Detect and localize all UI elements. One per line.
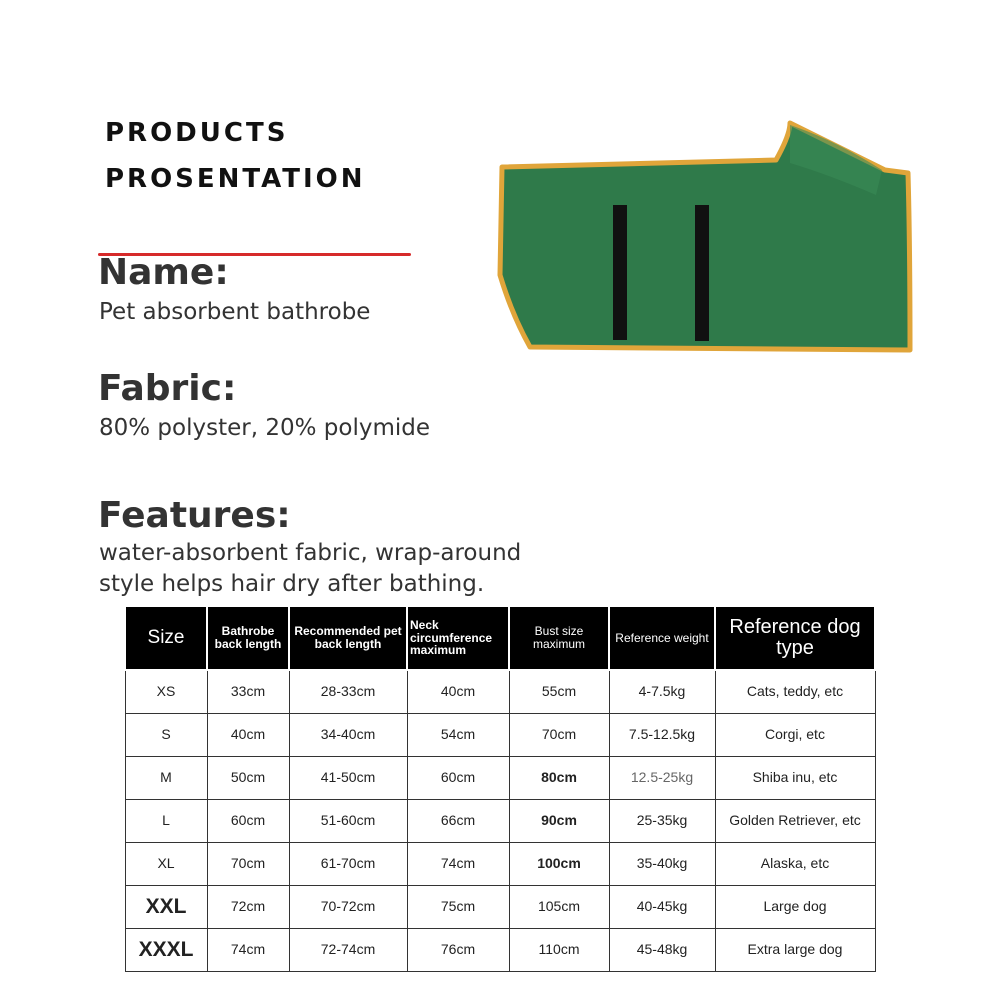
cell-back-length: 33cm <box>207 670 289 714</box>
cell-bust: 80cm <box>509 757 609 800</box>
table-row <box>125 714 875 757</box>
cell-pet-back: 70-72cm <box>289 886 407 929</box>
size-chart-table <box>124 605 876 972</box>
cell-bust: 105cm <box>509 886 609 929</box>
name-heading: Name: <box>98 252 229 293</box>
cell-back-length: 50cm <box>207 757 289 800</box>
features-value <box>99 538 521 600</box>
bathrobe-strap-right <box>695 205 709 341</box>
cell-back-length: 60cm <box>207 800 289 843</box>
cell-weight: 12.5-25kg <box>609 757 715 800</box>
cell-size: M <box>125 757 207 800</box>
cell-bust: 100cm <box>509 843 609 886</box>
cell-back-length: 74cm <box>207 929 289 972</box>
cell-pet-back: 41-50cm <box>289 757 407 800</box>
table-row <box>125 800 875 843</box>
cell-weight: 25-35kg <box>609 800 715 843</box>
cell-weight: 4-7.5kg <box>609 670 715 714</box>
cell-pet-back: 51-60cm <box>289 800 407 843</box>
fabric-value: 80% polyster, 20% polymide <box>99 415 430 441</box>
title-line-2: PROSENTATION <box>105 164 366 194</box>
cell-bust: 70cm <box>509 714 609 757</box>
cell-dog-type: Extra large dog <box>715 929 875 972</box>
header-bust: Bust size maximum <box>509 606 609 670</box>
cell-pet-back: 72-74cm <box>289 929 407 972</box>
cell-dog-type: Cats, teddy, etc <box>715 670 875 714</box>
cell-neck: 40cm <box>407 670 509 714</box>
cell-weight: 45-48kg <box>609 929 715 972</box>
cell-size: XL <box>125 843 207 886</box>
cell-pet-back: 28-33cm <box>289 670 407 714</box>
name-value: Pet absorbent bathrobe <box>99 299 371 325</box>
cell-dog-type: Golden Retriever, etc <box>715 800 875 843</box>
header-neck: Neck circumference maximum <box>407 606 509 670</box>
cell-neck: 76cm <box>407 929 509 972</box>
cell-pet-back: 34-40cm <box>289 714 407 757</box>
cell-dog-type: Large dog <box>715 886 875 929</box>
cell-weight: 35-40kg <box>609 843 715 886</box>
cell-neck: 74cm <box>407 843 509 886</box>
cell-back-length: 70cm <box>207 843 289 886</box>
header-size: Size <box>125 606 207 670</box>
page-title <box>105 110 366 202</box>
cell-bust: 90cm <box>509 800 609 843</box>
table-row <box>125 757 875 800</box>
cell-size: XXXL <box>125 929 207 972</box>
cell-neck: 54cm <box>407 714 509 757</box>
cell-dog-type: Shiba inu, etc <box>715 757 875 800</box>
header-weight: Reference weight <box>609 606 715 670</box>
cell-back-length: 72cm <box>207 886 289 929</box>
features-line-2: style helps hair dry after bathing. <box>99 571 485 597</box>
bathrobe-strap-left <box>613 205 627 340</box>
table-row <box>125 886 875 929</box>
table-row <box>125 843 875 886</box>
header-dog-type: Reference dog type <box>715 606 875 670</box>
cell-size: L <box>125 800 207 843</box>
cell-size: XS <box>125 670 207 714</box>
cell-size: S <box>125 714 207 757</box>
cell-dog-type: Corgi, etc <box>715 714 875 757</box>
cell-back-length: 40cm <box>207 714 289 757</box>
cell-weight: 7.5-12.5kg <box>609 714 715 757</box>
cell-size: XXL <box>125 886 207 929</box>
table-row <box>125 929 875 972</box>
table-header-row <box>125 606 875 670</box>
header-pet-back-length: Recommended pet back length <box>289 606 407 670</box>
header-back-length: Bathrobe back length <box>207 606 289 670</box>
features-line-1: water-absorbent fabric, wrap-around <box>99 540 522 566</box>
title-line-1: PRODUCTS <box>105 118 289 148</box>
table-row <box>125 670 875 714</box>
cell-neck: 60cm <box>407 757 509 800</box>
cell-weight: 40-45kg <box>609 886 715 929</box>
cell-bust: 110cm <box>509 929 609 972</box>
cell-neck: 75cm <box>407 886 509 929</box>
cell-dog-type: Alaska, etc <box>715 843 875 886</box>
cell-pet-back: 61-70cm <box>289 843 407 886</box>
cell-bust: 55cm <box>509 670 609 714</box>
fabric-heading: Fabric: <box>98 368 237 409</box>
bathrobe-image <box>490 115 915 360</box>
cell-neck: 66cm <box>407 800 509 843</box>
features-heading: Features: <box>98 495 291 536</box>
